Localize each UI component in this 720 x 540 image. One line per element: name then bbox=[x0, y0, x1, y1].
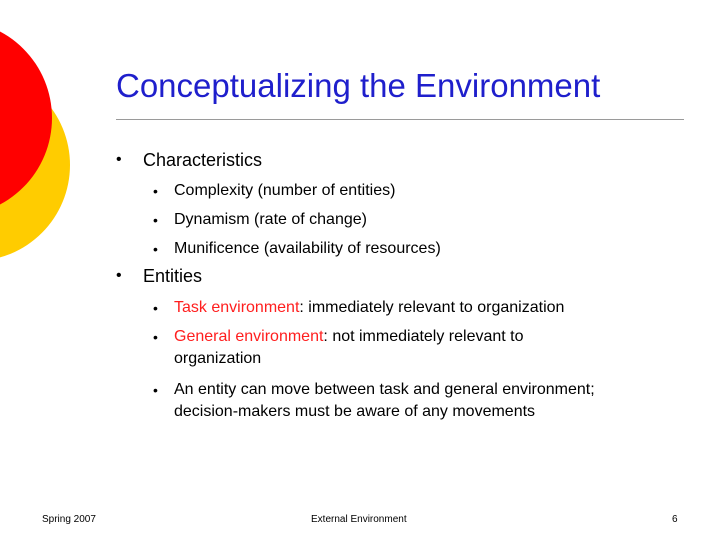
bullet-text: An entity can move between task and general environment; bbox=[174, 381, 595, 398]
bullet-marker: • bbox=[153, 329, 158, 345]
bullet-text-continued: decision-makers must be aware of any movements bbox=[174, 403, 536, 420]
bullet-marker: • bbox=[153, 241, 158, 257]
term-task-environment: Task environment bbox=[174, 299, 300, 316]
bullet-text: Complexity (number of entities) bbox=[174, 182, 396, 199]
bullet-marker: • bbox=[116, 151, 122, 168]
slide-title: Conceptualizing the Environment bbox=[116, 67, 601, 104]
sub-bullet-entity-movement bbox=[153, 379, 694, 423]
sub-bullet-task-environment bbox=[153, 297, 694, 319]
bullet-marker: • bbox=[153, 212, 158, 228]
bullet-text: Characteristics bbox=[143, 150, 263, 170]
bullet-marker: • bbox=[153, 183, 158, 199]
sub-bullet-munificence bbox=[153, 238, 694, 260]
bullet-text: : not immediately relevant to bbox=[323, 328, 524, 345]
bullet-marker: • bbox=[153, 382, 158, 398]
footer-date: Spring 2007 bbox=[42, 514, 96, 525]
bullet-characteristics bbox=[116, 149, 263, 171]
bullet-text: Dynamism (rate of change) bbox=[174, 211, 367, 228]
bullet-marker: • bbox=[116, 267, 122, 284]
bullet-text: Entities bbox=[143, 266, 203, 286]
footer-topic: External Environment bbox=[311, 514, 407, 525]
slide-number: 6 bbox=[672, 514, 678, 525]
sub-bullet-general-environment bbox=[153, 326, 694, 370]
bullet-marker: • bbox=[153, 300, 158, 316]
bullet-text: Munificence (availability of resources) bbox=[174, 240, 441, 257]
bullet-entities bbox=[116, 265, 203, 287]
bullet-text-continued: organization bbox=[174, 350, 262, 367]
bullet-text: : immediately relevant to organization bbox=[299, 299, 565, 316]
sub-bullet-complexity bbox=[153, 180, 694, 202]
term-general-environment: General environment bbox=[174, 328, 324, 345]
sub-bullet-dynamism bbox=[153, 209, 694, 231]
